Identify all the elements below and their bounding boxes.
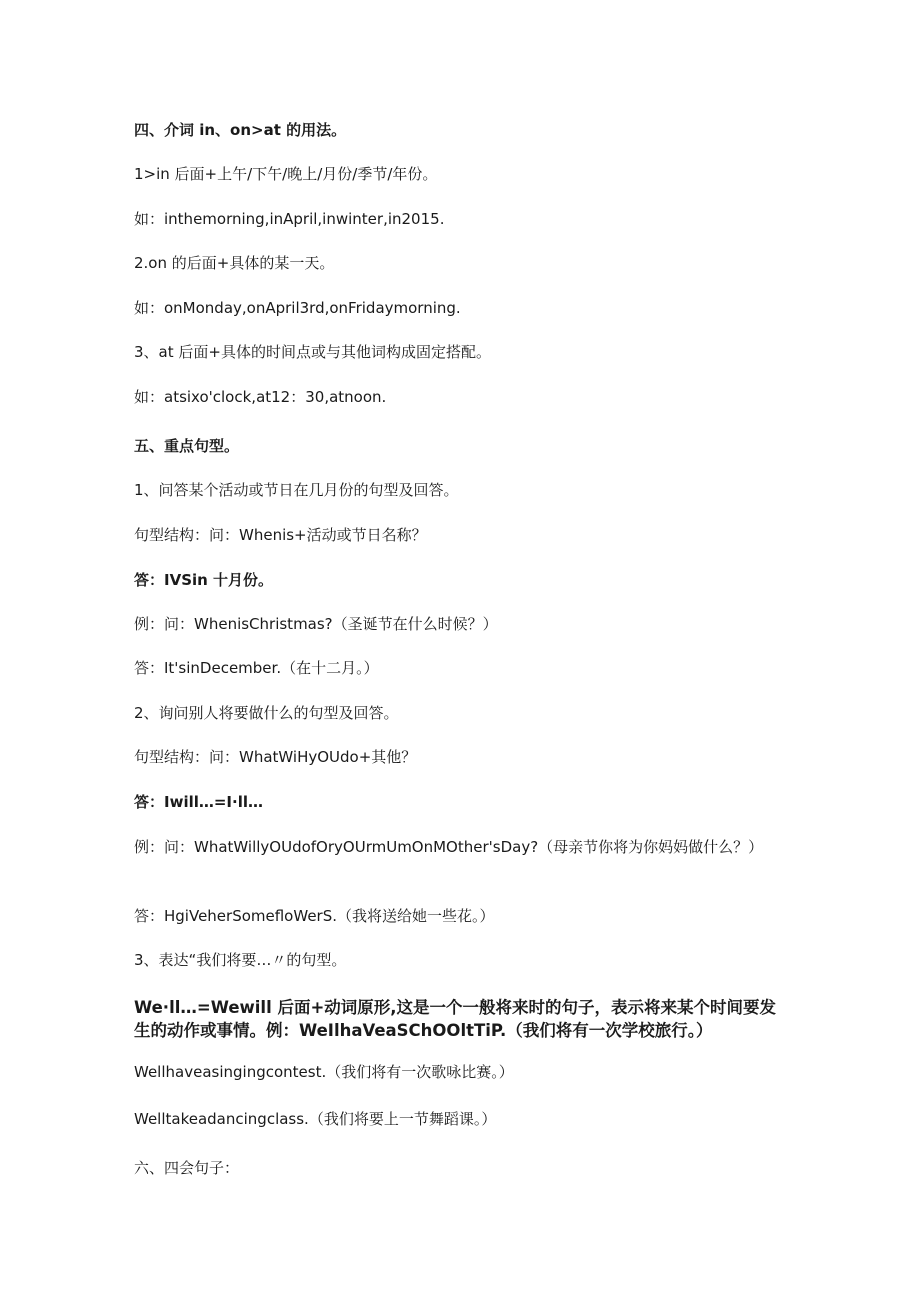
pattern-1-title: 1、问答某个活动或节日在几月份的句型及回答。	[134, 481, 459, 499]
pattern-3-example-3: Welltakeadancingclass.（我们将要上一节舞蹈课。）	[134, 1110, 497, 1128]
pattern-2-title: 2、询问别人将要做什么的句型及回答。	[134, 704, 399, 722]
rule-on: 2.on 的后面+具体的某一天。	[134, 254, 335, 272]
pattern-3-explanation: We·ll…=Wewill 后面+动词原形,这是一个一般将来时的句子，表示将来某个时间要发生的动作或事情。例：WeIlhaVeaSChOOltTiP.（我们将有一次学校旅行。）	[134, 998, 777, 1040]
example-at: 如：atsixo'clock,at12：30,atnoon.	[134, 388, 387, 406]
example-on: 如：onMonday,onApril3rd,onFridaymorning.	[134, 299, 461, 317]
section-heading-sentence-patterns: 五、重点句型。	[134, 437, 240, 455]
pattern-2-answer: 答：Iwill…=I·ll…	[134, 793, 263, 811]
pattern-3-title: 3、表达“我们将要…〃的句型。	[134, 951, 347, 969]
rule-in: 1>in 后面+上午/下午/晚上/月份/季节/年份。	[134, 165, 438, 183]
rule-at: 3、at 后面+具体的时间点或与其他词构成固定搭配。	[134, 343, 491, 361]
pattern-1-answer: 答：IVSin 十月份。	[134, 571, 274, 589]
pattern-1-example-question: 例：问：WhenisChristmas?（圣诞节在什么时候？）	[134, 615, 498, 633]
pattern-2-example-answer: 答：HgiVeherSomefloWerS.（我将送给她一些花。）	[134, 907, 495, 925]
section-heading-four-skill-sentences: 六、四会句子：	[134, 1159, 240, 1177]
example-in: 如：inthemorning,inApril,inwinter,in2015.	[134, 210, 445, 228]
pattern-1-example-answer: 答：It'sinDecember.（在十二月。）	[134, 659, 379, 677]
pattern-1-structure: 句型结构：问：Whenis+活动或节日名称？	[134, 526, 427, 544]
section-heading-prepositions: 四、介词 in、on>at 的用法。	[134, 121, 347, 139]
pattern-2-example-question: 例：问：WhatWillyOUdofOryOUrmUmOnMOther'sDay?（母亲节你将为你妈妈做什么？）	[134, 838, 764, 856]
pattern-2-structure: 句型结构：问：WhatWiHyOUdo+其他？	[134, 748, 417, 766]
pattern-3-example-2: Wellhaveasingingcontest.（我们将有一次歌咏比赛。）	[134, 1063, 514, 1081]
